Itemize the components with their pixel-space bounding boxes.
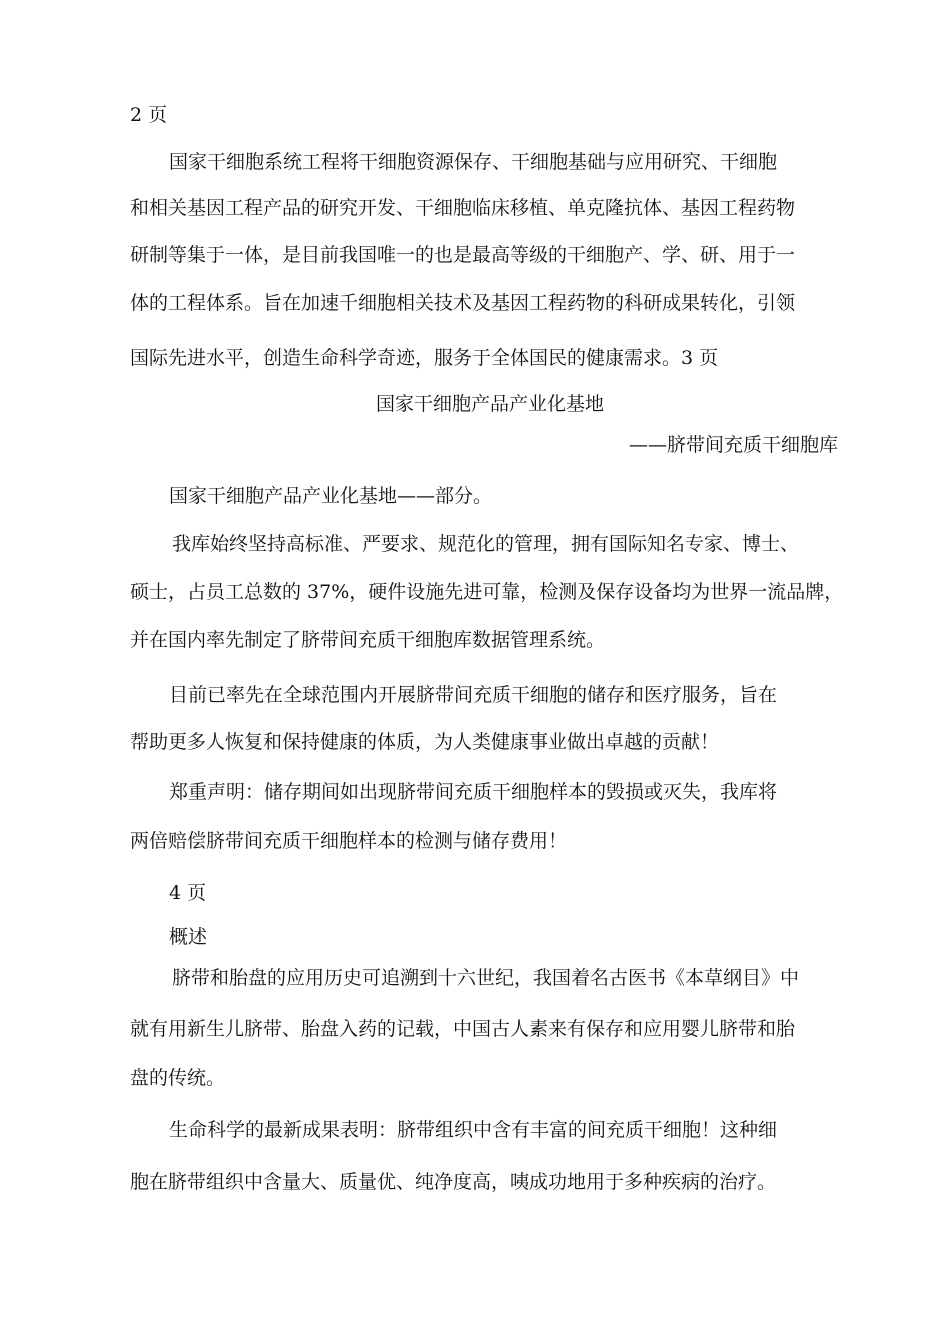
paragraph-line: 盘的传统。 bbox=[130, 1067, 226, 1089]
paragraph-line: 生命科学的最新成果表明：脐带组织中含有丰富的间充质干细胞！这种细 bbox=[169, 1119, 778, 1141]
paragraph-line: 两倍赔偿脐带间充质干细胞样本的检测与储存费用！ bbox=[130, 830, 568, 852]
paragraph-line: 国家干细胞系统工程将干细胞资源保存、干细胞基础与应用研究、干细胞 bbox=[169, 151, 778, 173]
paragraph-line: 就有用新生儿脐带、胎盘入药的记载，中国古人素来有保存和应用婴儿脐带和胎 bbox=[130, 1018, 796, 1040]
paragraph-line: 郑重声明：储存期间如出现脐带间充质干细胞样本的毁损或灭失，我库将 bbox=[169, 781, 778, 803]
paragraph-line: 研制等集于一体，是目前我国唯一的也是最高等级的干细胞产、学、研、用于一 bbox=[130, 244, 796, 266]
paragraph-line: 国家干细胞产品产业化基地——部分。 bbox=[169, 485, 493, 507]
section-heading: 国家干细胞产品产业化基地 bbox=[375, 393, 604, 415]
paragraph-line: 胞在脐带组织中含量大、质量优、纯净度高，咦成功地用于多种疾病的治疗。 bbox=[130, 1171, 777, 1193]
page-number-4: 4 页 bbox=[169, 882, 207, 904]
paragraph-line: 我库始终坚持高标准、严要求、规范化的管理，拥有国际知名专家、博士、 bbox=[172, 533, 800, 555]
paragraph-line: 脐带和胎盘的应用历史可追溯到十六世纪，我国着名古医书《本草纲目》中 bbox=[172, 967, 800, 989]
section-title-overview: 概述 bbox=[169, 926, 208, 948]
paragraph-line: 目前已率先在全球范围内开展脐带间充质干细胞的储存和医疗服务，旨在 bbox=[169, 684, 778, 706]
paragraph-line: 硕士，占员工总数的 37%，硬件设施先进可靠，检测及保存设备均为世界一流品牌， bbox=[130, 581, 844, 603]
section-subheading: ——脐带间充质干细胞库 bbox=[628, 434, 838, 456]
paragraph-line: 帮助更多人恢复和保持健康的体质，为人类健康事业做出卓越的贡献！ bbox=[130, 731, 720, 753]
paragraph-line: 和相关基因工程产品的研究开发、干细胞临床移植、单克隆抗体、基因工程药物 bbox=[130, 197, 796, 219]
paragraph-line: 国际先进水平，创造生命科学奇迹，服务于全体国民的健康需求。3 页 bbox=[130, 347, 719, 369]
paragraph-line: 并在国内率先制定了脐带间充质干细胞库数据管理系统。 bbox=[130, 629, 606, 651]
page-number-2: 2 页 bbox=[130, 104, 168, 126]
paragraph-line: 体的工程体系。旨在加速千细胞相关技术及基因工程药物的科研成果转化，引领 bbox=[130, 292, 796, 314]
